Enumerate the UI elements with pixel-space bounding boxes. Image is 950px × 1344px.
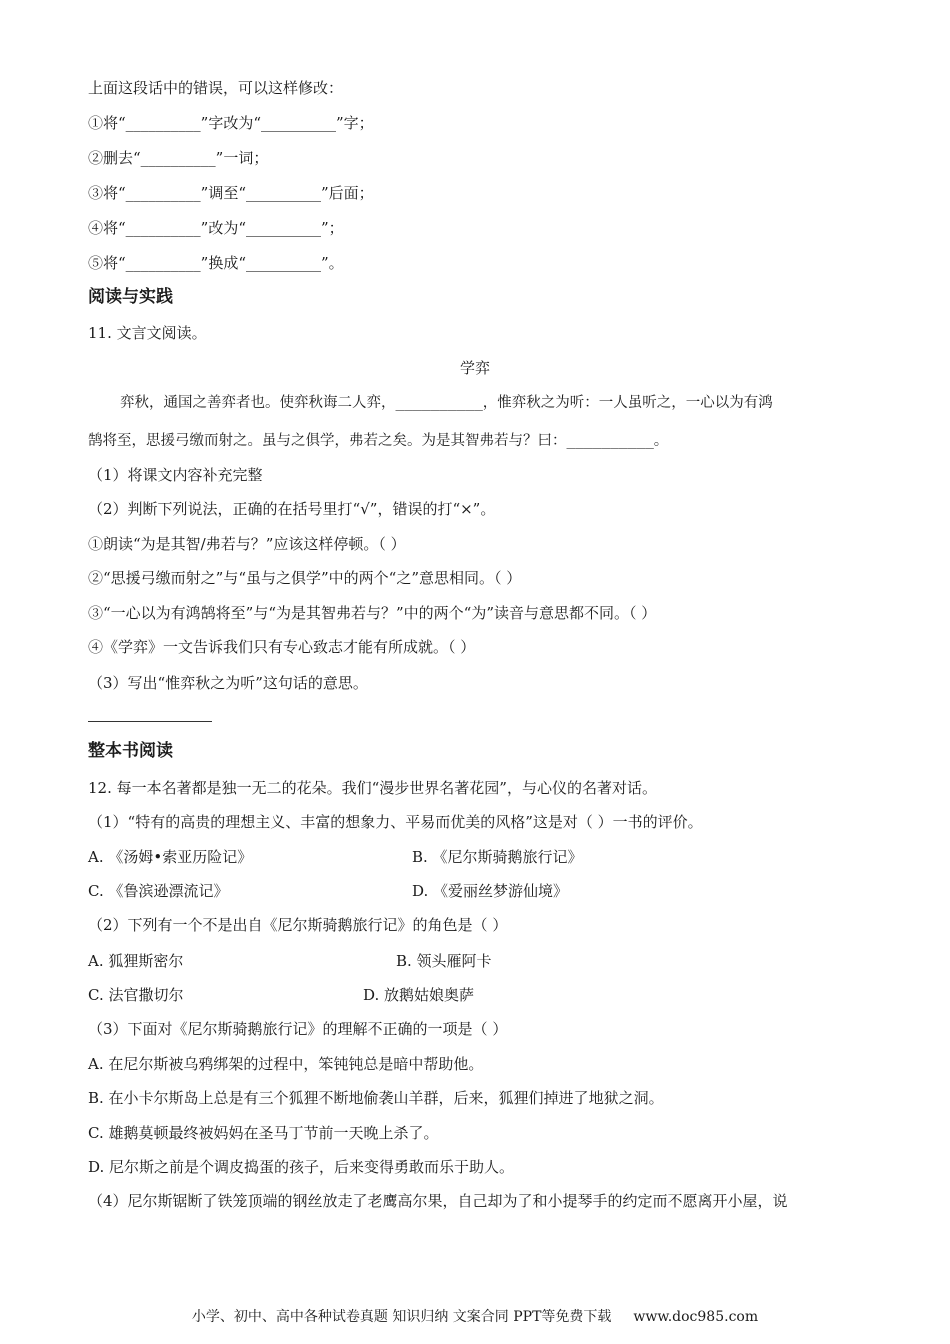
book-q2-option-a: A. 狐狸斯密尔: [88, 952, 184, 970]
fix-item-2: ②删去“__________”一词；: [88, 149, 269, 167]
judge-item-2: ②“思援弓缴而射之”与“虽与之俱学”中的两个“之”意思相同。（ ）: [88, 569, 522, 587]
book-q4: （4）尼尔斯锯断了铁笼顶端的钢丝放走了老鹰高尔果，自己却为了和小提琴手的约定而不愿离开小屋，说: [88, 1192, 788, 1210]
section-heading-book: 整本书阅读: [88, 741, 173, 761]
book-q2-option-b: B. 领头雁阿卡: [396, 952, 492, 970]
book-q3-option-d: D. 尼尔斯之前是个调皮捣蛋的孩子，后来变得勇敢而乐于助人。: [88, 1158, 515, 1176]
book-q1-option-d: D. 《爱丽丝梦游仙境》: [412, 882, 569, 900]
passage-line-2: 鹄将至，思援弓缴而射之。虽与之俱学，弗若之矣。为是其智弗若与？曰：__________。: [88, 433, 669, 449]
question-12: 12. 每一本名著都是独一无二的花朵。我们“漫步世界名著花园”，与心仪的名著对话。: [88, 779, 657, 797]
book-q2: （2）下列有一个不是出自《尼尔斯骑鹅旅行记》的角色是（ ）: [88, 916, 508, 934]
question-11: 11. 文言文阅读。: [88, 324, 207, 342]
book-q2-option-d: D. 放鹅姑娘奥萨: [363, 986, 475, 1004]
passage-line-1: 弈秋，通国之善弈者也。使弈秋诲二人弈，__________，惟弈秋之为听：一人虽听之，一心以为有鸿: [120, 395, 773, 411]
book-q3-option-b: B. 在小卡尔斯岛上总是有三个狐狸不断地偷袭山羊群，后来，狐狸们掉进了地狱之洞。: [88, 1089, 664, 1107]
fix-item-5: ⑤将“__________”换成“__________”。: [88, 254, 344, 272]
footer-url[interactable]: www.doc985.com: [633, 1309, 759, 1325]
fix-item-3: ③将“__________”调至“__________”后面；: [88, 184, 374, 202]
footer-text: 小学、初中、高中各种试卷真题 知识归纳 文案合同 PPT等免费下载: [191, 1309, 612, 1325]
book-q3-option-c: C. 雄鹅莫顿最终被妈妈在圣马丁节前一天晚上杀了。: [88, 1124, 439, 1142]
book-q2-option-c: C. 法官撒切尔: [88, 986, 184, 1004]
judge-item-4: ④《学弈》一文告诉我们只有专心致志才能有所成就。（ ）: [88, 638, 476, 656]
fix-item-4: ④将“__________”改为“__________”；: [88, 219, 344, 237]
section-heading-reading: 阅读与实践: [88, 287, 173, 307]
answer-line: [88, 721, 212, 722]
book-q1: （1）“特有的高贵的理想主义、丰富的想象力、平易而优美的风格”这是对（ ）一书的评价。: [88, 813, 703, 831]
book-q3-option-a: A. 在尼尔斯被乌鸦绑架的过程中，笨钝钝总是暗中帮助他。: [88, 1055, 484, 1073]
book-q1-option-b: B. 《尼尔斯骑鹅旅行记》: [412, 848, 583, 866]
book-q1-option-c: C. 《鲁滨逊漂流记》: [88, 882, 229, 900]
judge-item-3: ③“一心以为有鸿鹄将至”与“为是其智弗若与？”中的两个“为”读音与意思都不同。（ ）: [88, 604, 657, 622]
sub-question-1: （1）将课文内容补充完整: [88, 466, 263, 484]
fix-item-1: ①将“__________”字改为“__________”字；: [88, 114, 374, 132]
fix-intro: 上面这段话中的错误，可以这样修改：: [88, 79, 344, 97]
passage-title: 学弈: [459, 359, 490, 377]
book-q3: （3）下面对《尼尔斯骑鹅旅行记》的理解不正确的一项是（ ）: [88, 1020, 508, 1038]
sub-question-3: （3）写出“惟弈秋之为听”这句话的意思。: [88, 674, 368, 692]
sub-question-2: （2）判断下列说法，正确的在括号里打“√”，错误的打“×”。: [88, 500, 496, 518]
judge-item-1: ①朗读“为是其智/弗若与？”应该这样停顿。（ ）: [88, 535, 406, 553]
page-footer: [0, 1308, 950, 1326]
book-q1-option-a: A. 《汤姆•索亚历险记》: [88, 848, 253, 866]
